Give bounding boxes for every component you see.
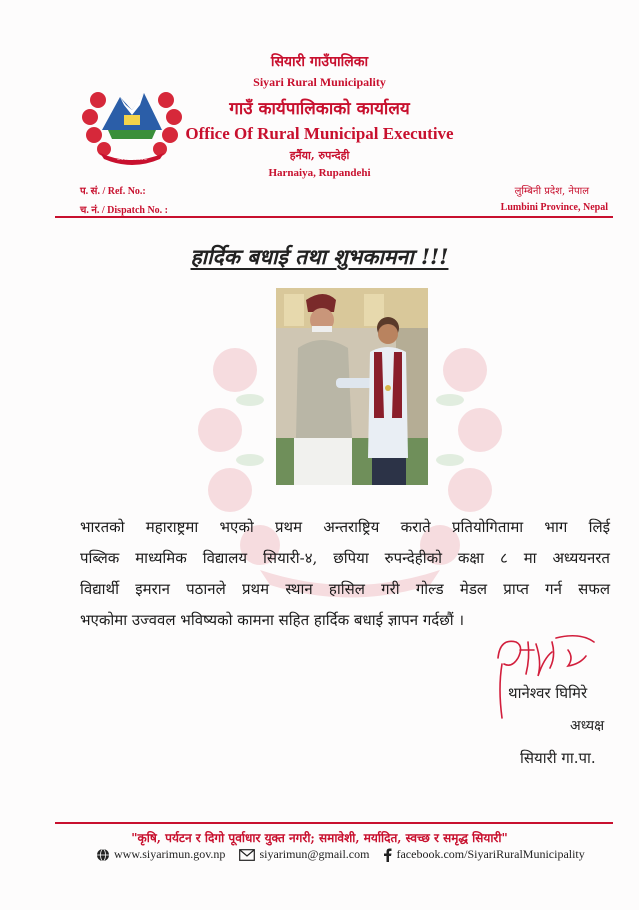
signatory-title: अध्यक्ष [570,718,605,734]
email-item[interactable] [239,847,369,862]
website-item[interactable] [96,847,225,862]
footer-divider [55,822,613,824]
greeting-title [0,243,639,271]
ref-no-label: प. सं. / Ref. No.: [80,186,146,197]
body-line: भएकोमा उज्ववल भविष्यको कामना सहित हार्दिक बधाई ज्ञापन गर्दछौं । [80,611,465,629]
body-paragraph [80,512,610,636]
email-link[interactable]: siyarimun@gmail.com [259,847,370,861]
office-name-np: गाउँ कार्यपालिकाको कार्यालय [229,99,410,119]
body-line: भारतको महाराष्ट्रमा भएको प्रथम अन्तराष्ट्रिय कराते प्रतियोगितामा भाग लिई [80,518,610,536]
signatory-name: थानेश्वर घिमिरे [508,684,588,702]
office-name-en: Office Of Rural Municipal Executive [185,124,454,143]
envelope-icon [239,849,255,861]
signatory-organization: सियारी गा.पा. [520,749,596,767]
award-photo [276,288,428,485]
location-np: हर्नैया, रुपन्देही [289,149,350,162]
dispatch-no-label: च. नं. / Dispatch No. : [80,205,169,216]
province-np: लुम्बिनी प्रदेश, नेपाल [514,186,589,197]
body-line: विद्यार्थी इमरान पठानले प्रथम स्थान हासिल गरी गोल्ड मेडल प्राप्त गर्न सफल [80,580,610,598]
footer-slogan: "कृषि, पर्यटन र दिगो पूर्वाधार युक्त नगरी; समावेशी, मर्यादित, स्वच्छ र समृद्ध सियारी" [131,831,508,845]
municipality-name-np: सियारी गाउँपालिका [270,54,369,70]
facebook-icon [383,848,392,862]
greeting-text: हार्दिक बधाई तथा शुभकामना !!! [190,244,449,269]
location-en: Harnaiya, Rupandehi [268,167,371,179]
facebook-item[interactable] [383,847,584,862]
handwritten-signature [490,628,600,720]
body-line: पब्लिक माध्यमिक विद्यालय सियारी-४, छपिया रुपन्देहीको कक्षा ८ मा अध्ययनरत [80,549,610,567]
province-en: Lumbini Province, Nepal [500,202,608,213]
svg-text:~~~~~~~~~: ~~~~~~~~~ [116,157,148,162]
website-link[interactable]: www.siyarimun.gov.np [114,847,226,861]
municipality-name-en: Siyari Rural Municipality [253,75,386,89]
facebook-link[interactable]: facebook.com/SiyariRuralMunicipality [396,847,585,861]
header-divider [55,216,613,218]
globe-icon [96,848,110,862]
footer-contacts [96,847,599,862]
